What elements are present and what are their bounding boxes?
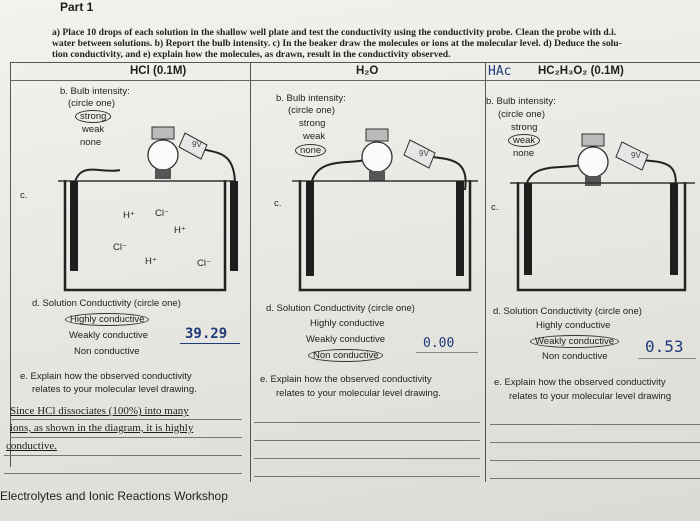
col3-option-none[interactable]: none	[513, 148, 535, 159]
col3-option-weak[interactable]: weak	[508, 134, 540, 147]
col3-battery-label: 9V	[631, 151, 641, 160]
col2-writing-line-2	[254, 440, 480, 441]
col2-reading-underline	[416, 352, 478, 353]
instructions-line-3: tion conductivity, and e) explain how the molecules, as drawn, result in the conductivity observed.	[52, 49, 451, 60]
col1-beaker-label: c.	[20, 190, 28, 201]
col3-option-non[interactable]: Non conductive	[542, 351, 608, 362]
col2-reading: 0.00	[423, 336, 455, 351]
col3-writing-line-2	[490, 442, 700, 443]
col1-option-weak[interactable]: weak	[82, 124, 105, 135]
col1-explain-label-2: relates to your molecular level drawing.	[32, 384, 197, 395]
col2-battery-label: 9V	[419, 149, 429, 158]
col3-writing-line-3	[490, 460, 700, 461]
col2-option-strong[interactable]: strong	[299, 118, 326, 129]
instructions-line-1: a) Place 10 drops of each solution in the shallow well plate and test the conductivity using the conductivity probe. Clean the probe with d.i.	[52, 27, 617, 38]
col3-reading: 0.53	[645, 337, 684, 356]
col1-bulb-label: b. Bulb intensity:	[60, 86, 130, 97]
col3-conductivity-label: d. Solution Conductivity (circle one)	[493, 306, 642, 317]
col2-conductivity-label: d. Solution Conductivity (circle one)	[266, 303, 415, 314]
col1-ion-3: H⁺	[174, 225, 186, 236]
col1-option-non[interactable]: Non conductive	[74, 346, 140, 357]
col1-ion-6: Cl⁻	[197, 258, 211, 269]
header-handwritten-hac: HAc	[488, 64, 512, 79]
col3-option-highly[interactable]: Highly conductive	[536, 320, 611, 331]
col1-writing-line-2	[10, 437, 242, 438]
col1-ion-4: Cl⁻	[113, 242, 127, 253]
col3-bulb-label: b. Bulb intensity:	[486, 96, 556, 107]
header-row-border	[10, 80, 700, 81]
col2-option-highly[interactable]: Highly conductive	[310, 318, 385, 329]
col3-writing-line-4	[490, 478, 700, 479]
col1-battery-label: 9V	[192, 140, 202, 149]
col1-writing-line-3	[4, 455, 242, 456]
col1-option-strong[interactable]: strong	[75, 110, 111, 123]
col1-ion-2: Cl⁻	[155, 208, 169, 219]
col1-reading-underline	[180, 343, 240, 344]
column-divider-2	[485, 62, 486, 482]
col2-bulb-sub: (circle one)	[288, 105, 335, 116]
col3-writing-line-1	[490, 424, 700, 425]
col2-option-weak[interactable]: weak	[303, 131, 326, 142]
col2-writing-line-4	[254, 476, 480, 477]
col1-bulb-sub: (circle one)	[68, 98, 115, 109]
col2-beaker-label: c.	[274, 198, 282, 209]
col1-circuit-diagram	[40, 115, 250, 295]
col1-ion-1: H⁺	[123, 210, 135, 221]
col1-writing-line-4	[4, 473, 242, 474]
col1-writing-line-1	[10, 419, 242, 420]
col1-answer-line-2: ions, as shown in the diagram, it is highly	[10, 422, 194, 434]
col3-explain-label-1: e. Explain how the observed conductivity	[494, 377, 666, 388]
col2-option-none[interactable]: none	[295, 144, 326, 157]
footer-title: Electrolytes and Ionic Reactions Workshop	[0, 489, 228, 503]
col2-writing-line-1	[254, 422, 480, 423]
col3-reading-underline	[638, 358, 696, 359]
col3-option-strong[interactable]: strong	[511, 122, 538, 133]
col3-circuit-diagram	[490, 120, 700, 295]
col3-beaker-label: c.	[491, 202, 499, 213]
col1-reading: 39.29	[185, 326, 228, 342]
col1-answer-line-1: Since HCl dissociates (100%) into many	[10, 405, 189, 417]
col2-option-non[interactable]: Non conductive	[308, 349, 383, 362]
col2-writing-line-3	[254, 458, 480, 459]
col1-option-highly[interactable]: Highly conductive	[65, 313, 149, 326]
col2-circuit-diagram	[270, 115, 485, 295]
header-acetic-acid: HC₂H₃O₂ (0.1M)	[538, 65, 624, 77]
header-hcl: HCl (0.1M)	[130, 65, 187, 77]
col1-option-none[interactable]: none	[80, 137, 102, 148]
col1-ion-5: H⁺	[145, 256, 157, 267]
col1-conductivity-label: d. Solution Conductivity (circle one)	[32, 298, 181, 309]
col2-option-weakly[interactable]: Weakly conductive	[306, 334, 386, 345]
col3-bulb-sub: (circle one)	[498, 109, 545, 120]
col2-explain-label-1: e. Explain how the observed conductivity	[260, 374, 432, 385]
column-divider-1	[250, 62, 251, 482]
header-water: H₂O	[356, 65, 379, 77]
col1-answer-line-3: conductive.	[6, 440, 58, 452]
part-title: Part 1	[60, 0, 94, 14]
instructions-line-2: water between solutions. b) Report the bulb intensity. c) In the beaker draw the molecules or ions at the molecular level. d) Deduce the solu-	[52, 38, 622, 49]
col3-option-weakly[interactable]: Weakly conductive	[530, 335, 619, 348]
col3-explain-label-2: relates to your molecular level drawing	[509, 391, 672, 402]
col2-bulb-label: b. Bulb intensity:	[276, 93, 346, 104]
table-top-border	[10, 62, 700, 63]
col1-option-weakly[interactable]: Weakly conductive	[69, 330, 149, 341]
col1-explain-label-1: e. Explain how the observed conductivity	[20, 371, 192, 382]
col2-explain-label-2: relates to your molecular level drawing.	[276, 388, 441, 399]
